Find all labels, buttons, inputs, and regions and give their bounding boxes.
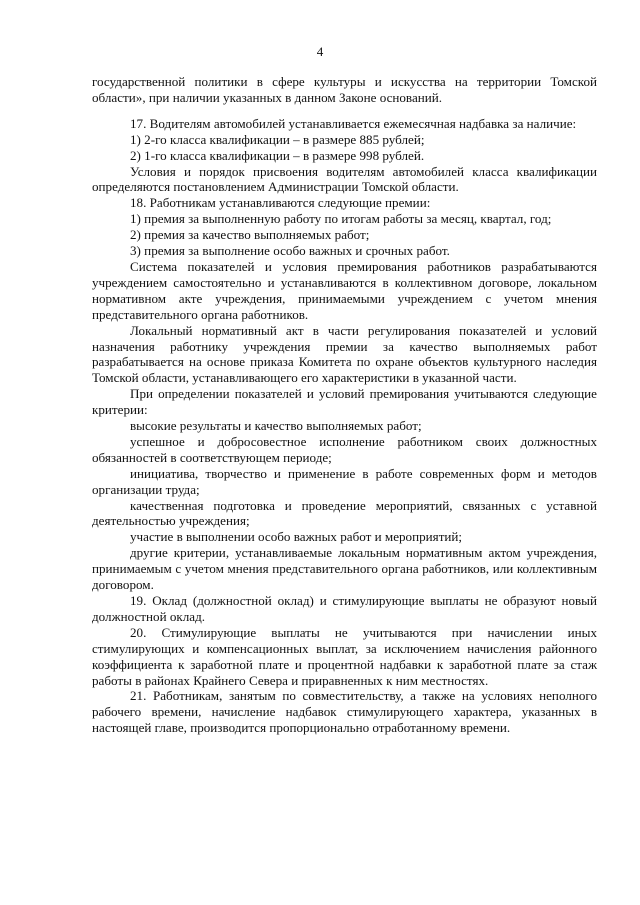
paragraph: инициатива, творчество и применение в работе современных форм и методов организации труда; (92, 465, 597, 497)
paragraph: качественная подготовка и проведение мероприятий, связанных с уставной деятельностью учреждения; (92, 497, 597, 529)
paragraph: 18. Работникам устанавливаются следующие премии: (130, 195, 431, 211)
paragraph: 17. Водителям автомобилей устанавливается ежемесячная надбавка за наличие: (130, 115, 577, 131)
paragraph: Система показателей и условия премирования работников разрабатываются учреждением самостоятельно и устанавливаются в коллективном договоре, локальном нормативном акте учреждения, принимаемыми учреждением с учетом мнения представительного органа работников. (92, 258, 597, 322)
paragraph: другие критерии, устанавливаемые локальным нормативным актом учреждения, принимаемым с учетом мнения представительного органа работников, или коллективным договором. (92, 545, 597, 593)
paragraph: 2) 1-го класса квалификации – в размере 998 рублей. (130, 147, 425, 163)
paragraph: 1) 2-го класса квалификации – в размере 885 рублей; (130, 131, 425, 147)
paragraph: 21. Работникам, занятым по совместительству, а также на условиях неполного рабочего времени, начисление надбавок стимулирующего характера, указанных в настоящей главе, производится пропорционально отработанному времени. (92, 688, 597, 736)
page-number: 4 (316, 44, 324, 59)
paragraph: 3) премия за выполнение особо важных и срочных работ. (130, 243, 450, 259)
paragraph: высокие результаты и качество выполняемых работ; (130, 418, 422, 434)
paragraph: При определении показателей и условий премирования учитываются следующие критерии: (92, 386, 597, 418)
paragraph: 19. Оклад (должностной оклад) и стимулирующие выплаты не образуют новый должностной оклад. (92, 593, 597, 624)
paragraph: участие в выполнении особо важных работ и мероприятий; (130, 529, 463, 545)
paragraph: государственной политики в сфере культуры и искусства на территории Томской области», при наличии указанных в данном Законе оснований. (92, 74, 597, 105)
paragraph: 2) премия за качество выполняемых работ; (130, 227, 370, 243)
paragraph: 20. Стимулирующие выплаты не учитываются при начислении иных стимулирующих и компенсационных выплат, за исключением начисления районного коэффициента к заработной плате и процентной надбавки к заработной плате за стаж работы в районах Крайнего Севера и приравненных к ним местностях. (92, 624, 597, 688)
paragraph: Локальный нормативный акт в части регулирования показателей и условий назначения работнику учреждения премии за качество выполняемых работ разрабатывается на основе приказа Комитета по охране объектов культурного наследия Томской области, устанавливающего его характеристики в указанной части. (92, 322, 597, 386)
paragraph: Условия и порядок присвоения водителям автомобилей класса квалификации определяются постановлением Администрации Томской области. (92, 163, 597, 195)
paragraph: успешное и добросовестное исполнение работником своих должностных обязанностей в соответствующем периоде; (92, 433, 597, 465)
document-body (92, 74, 597, 736)
paragraph: 1) премия за выполненную работу по итогам работы за месяц, квартал, год; (130, 211, 552, 227)
